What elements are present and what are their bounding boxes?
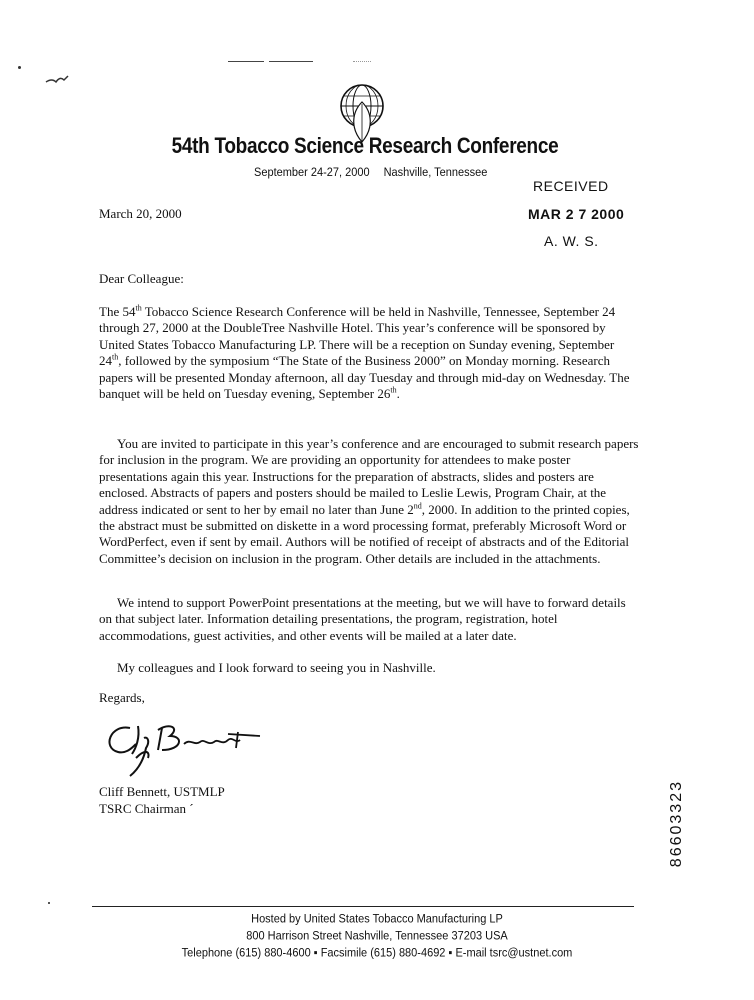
footer-contact: Telephone (615) 880-4600 ▪ Facsimile (615) 880-4692 ▪ E-mail tsrc@ustnet.com [181,946,573,960]
margin-mark [18,66,21,69]
signer-name: Cliff Bennett, USTMLP [99,784,225,799]
top-line [353,61,371,62]
paragraph-1: The 54th Tobacco Science Research Conference will be held in Nashville, Tennessee, September 24 through 27, 2000 at the DoubleTree Nashville Hotel. This year’s conference will be sponsored by United States Tobacco Manufacturing LP. There will be a reception on Sunday evening, September 24th, followed by the symposium “The State of the Business 2000” on Monday morning. Research papers will be presented Monday afternoon, all day Tuesday and through mid-day on Wednesday. The banquet will be held on Tuesday evening, September 26th. [99,303,630,402]
bates-number-text: 86603323 [668,780,685,868]
footer-dot [48,902,50,904]
footer-address: 800 Harrison Street Nashville, Tennessee 37203 USA [246,929,508,943]
paragraph-2: You are invited to participate in this year’s conference and are encouraged to submit research papers for inclusion in the program. We are providing an opportunity for attendees to make poster presentations again this year. Instructions for the preparation of abstracts, slides and posters are enclosed. Abstracts of papers and posters should be mailed to Leslie Lewis, Program Chair, at the address indicated or sent to her by email no later than June 2nd, 2000. In addition to the printed copies, the abstract must be submitted on diskette in a word processing format, preferably Microsoft Word or WordPerfect, even if sent by email. Authors will be notified of receipt of abstracts and of the Editorial Committee’s decision on inclusion in the program. Other details are included in the attachments. [99,436,639,566]
salutation: Dear Colleague: [99,271,184,286]
paragraph-4: My colleagues and I look forward to seeing you in Nashville. [117,660,436,675]
conference-dates: September 24-27, 2000 [254,166,370,180]
bates-number [664,780,684,867]
conference-location: Nashville, Tennessee [383,166,488,180]
closing: Regards, [99,690,145,705]
top-line [228,61,264,62]
footer-rule [92,906,634,907]
paragraph-3: We intend to support PowerPoint presentations at the meeting, but we will have to forward details on that subject later. Information detailing presentations, the program, registration, hotel accommodations, guest activities, and other events will be mailed at a later date. [99,595,626,643]
footer-host: Hosted by United States Tobacco Manufacturing LP [251,912,503,926]
signer-title: TSRC Chairman ´ [99,801,194,816]
conference-subtitle [254,166,487,179]
letter-date: March 20, 2000 [99,206,182,221]
stamp-date: MAR 2 7 2000 [528,206,625,222]
stamp-office: A. W. S. [544,233,599,249]
top-line [269,61,313,62]
signature [100,718,270,780]
scribble-mark [44,72,70,86]
stamp-received: RECEIVED [533,178,609,194]
conference-title: 54th Tobacco Science Research Conference [171,134,559,159]
